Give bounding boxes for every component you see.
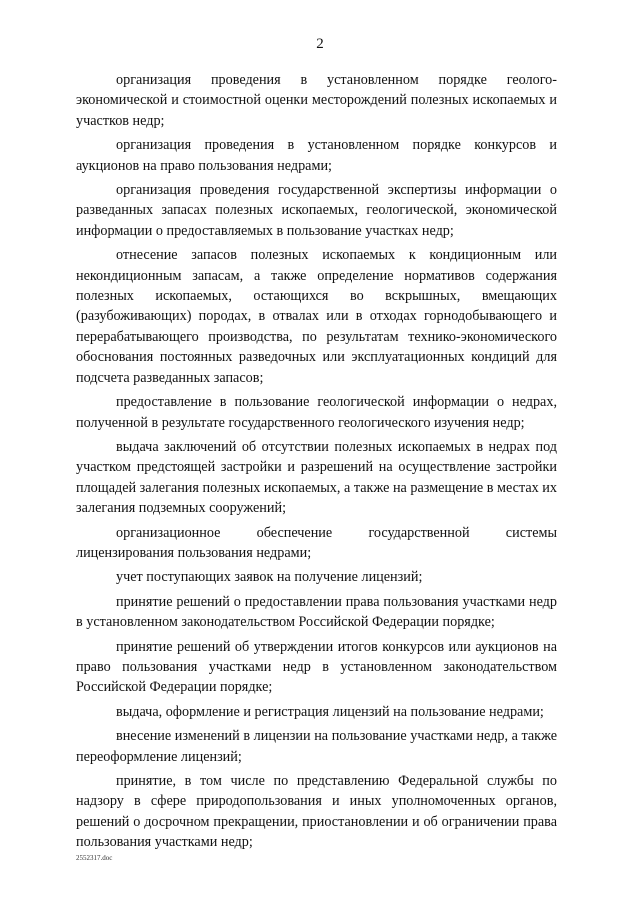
- document-body: [76, 70, 557, 857]
- paragraph: принятие решений о предоставлении права пользования участками недр в установленном законодательством Российской Федерации порядке;: [76, 593, 557, 631]
- paragraph: выдача, оформление и регистрация лицензий на пользование недрами;: [116, 703, 544, 720]
- paragraph: организация проведения в установленном порядке конкурсов и аукционов на право пользования недрами;: [76, 137, 557, 174]
- paragraph: учет поступающих заявок на получение лицензий;: [116, 569, 423, 586]
- paragraph: выдача заключений об отсутствии полезных ископаемых в недрах под участком предстоящей застройки и разрешений на осуществление застройки площадей залегания полезных ископаемых, а также на размещение в местах их залегания подземных сооружений;: [76, 438, 557, 517]
- paragraph: предоставление в пользование геологической информации о недрах, полученной в результате государственного геологического изучения недр;: [76, 394, 557, 431]
- paragraph: принятие решений об утверждении итогов конкурсов или аукционов на право пользования участками недр в установленном законодательством Российской Федерации порядке;: [76, 638, 557, 696]
- paragraph: организационное обеспечение государственной системы лицензирования пользования недрами;: [76, 524, 557, 561]
- footer-file-code: 2552317.doc: [76, 854, 113, 862]
- paragraph: принятие, в том числе по представлению Федеральной службы по надзору в сфере природопользования и иных уполномоченных органов, решений о досрочном прекращении, приостановлении и об ограничении права пользования участками недр;: [76, 773, 557, 851]
- paragraph: отнесение запасов полезных ископаемых к кондиционным или некондиционным запасам, а также определение нормативов содержания полезных ископаемых, остающихся во вскрышных, вмещающих (разубоживающих) породах, в отвалах или в отходах горнодобывающего и перерабатывающего производства, по результатам технико-экономического обоснования постоянных разведочных или эксплуатационных кондиций для подсчета разведанных запасов;: [76, 247, 557, 386]
- paragraph: организация проведения государственной экспертизы информации о разведанных запасах полезных ископаемых, геологической, экономической информации о предоставляемых в пользование участках недр;: [76, 182, 557, 239]
- page-number: 2: [316, 36, 324, 52]
- paragraph: внесение изменений в лицензии на пользование участками недр, а также переоформление лицензий;: [76, 728, 557, 765]
- paragraph: организация проведения в установленном порядке геолого-экономической и стоимостной оценки месторождений полезных ископаемых и участков недр;: [76, 72, 557, 129]
